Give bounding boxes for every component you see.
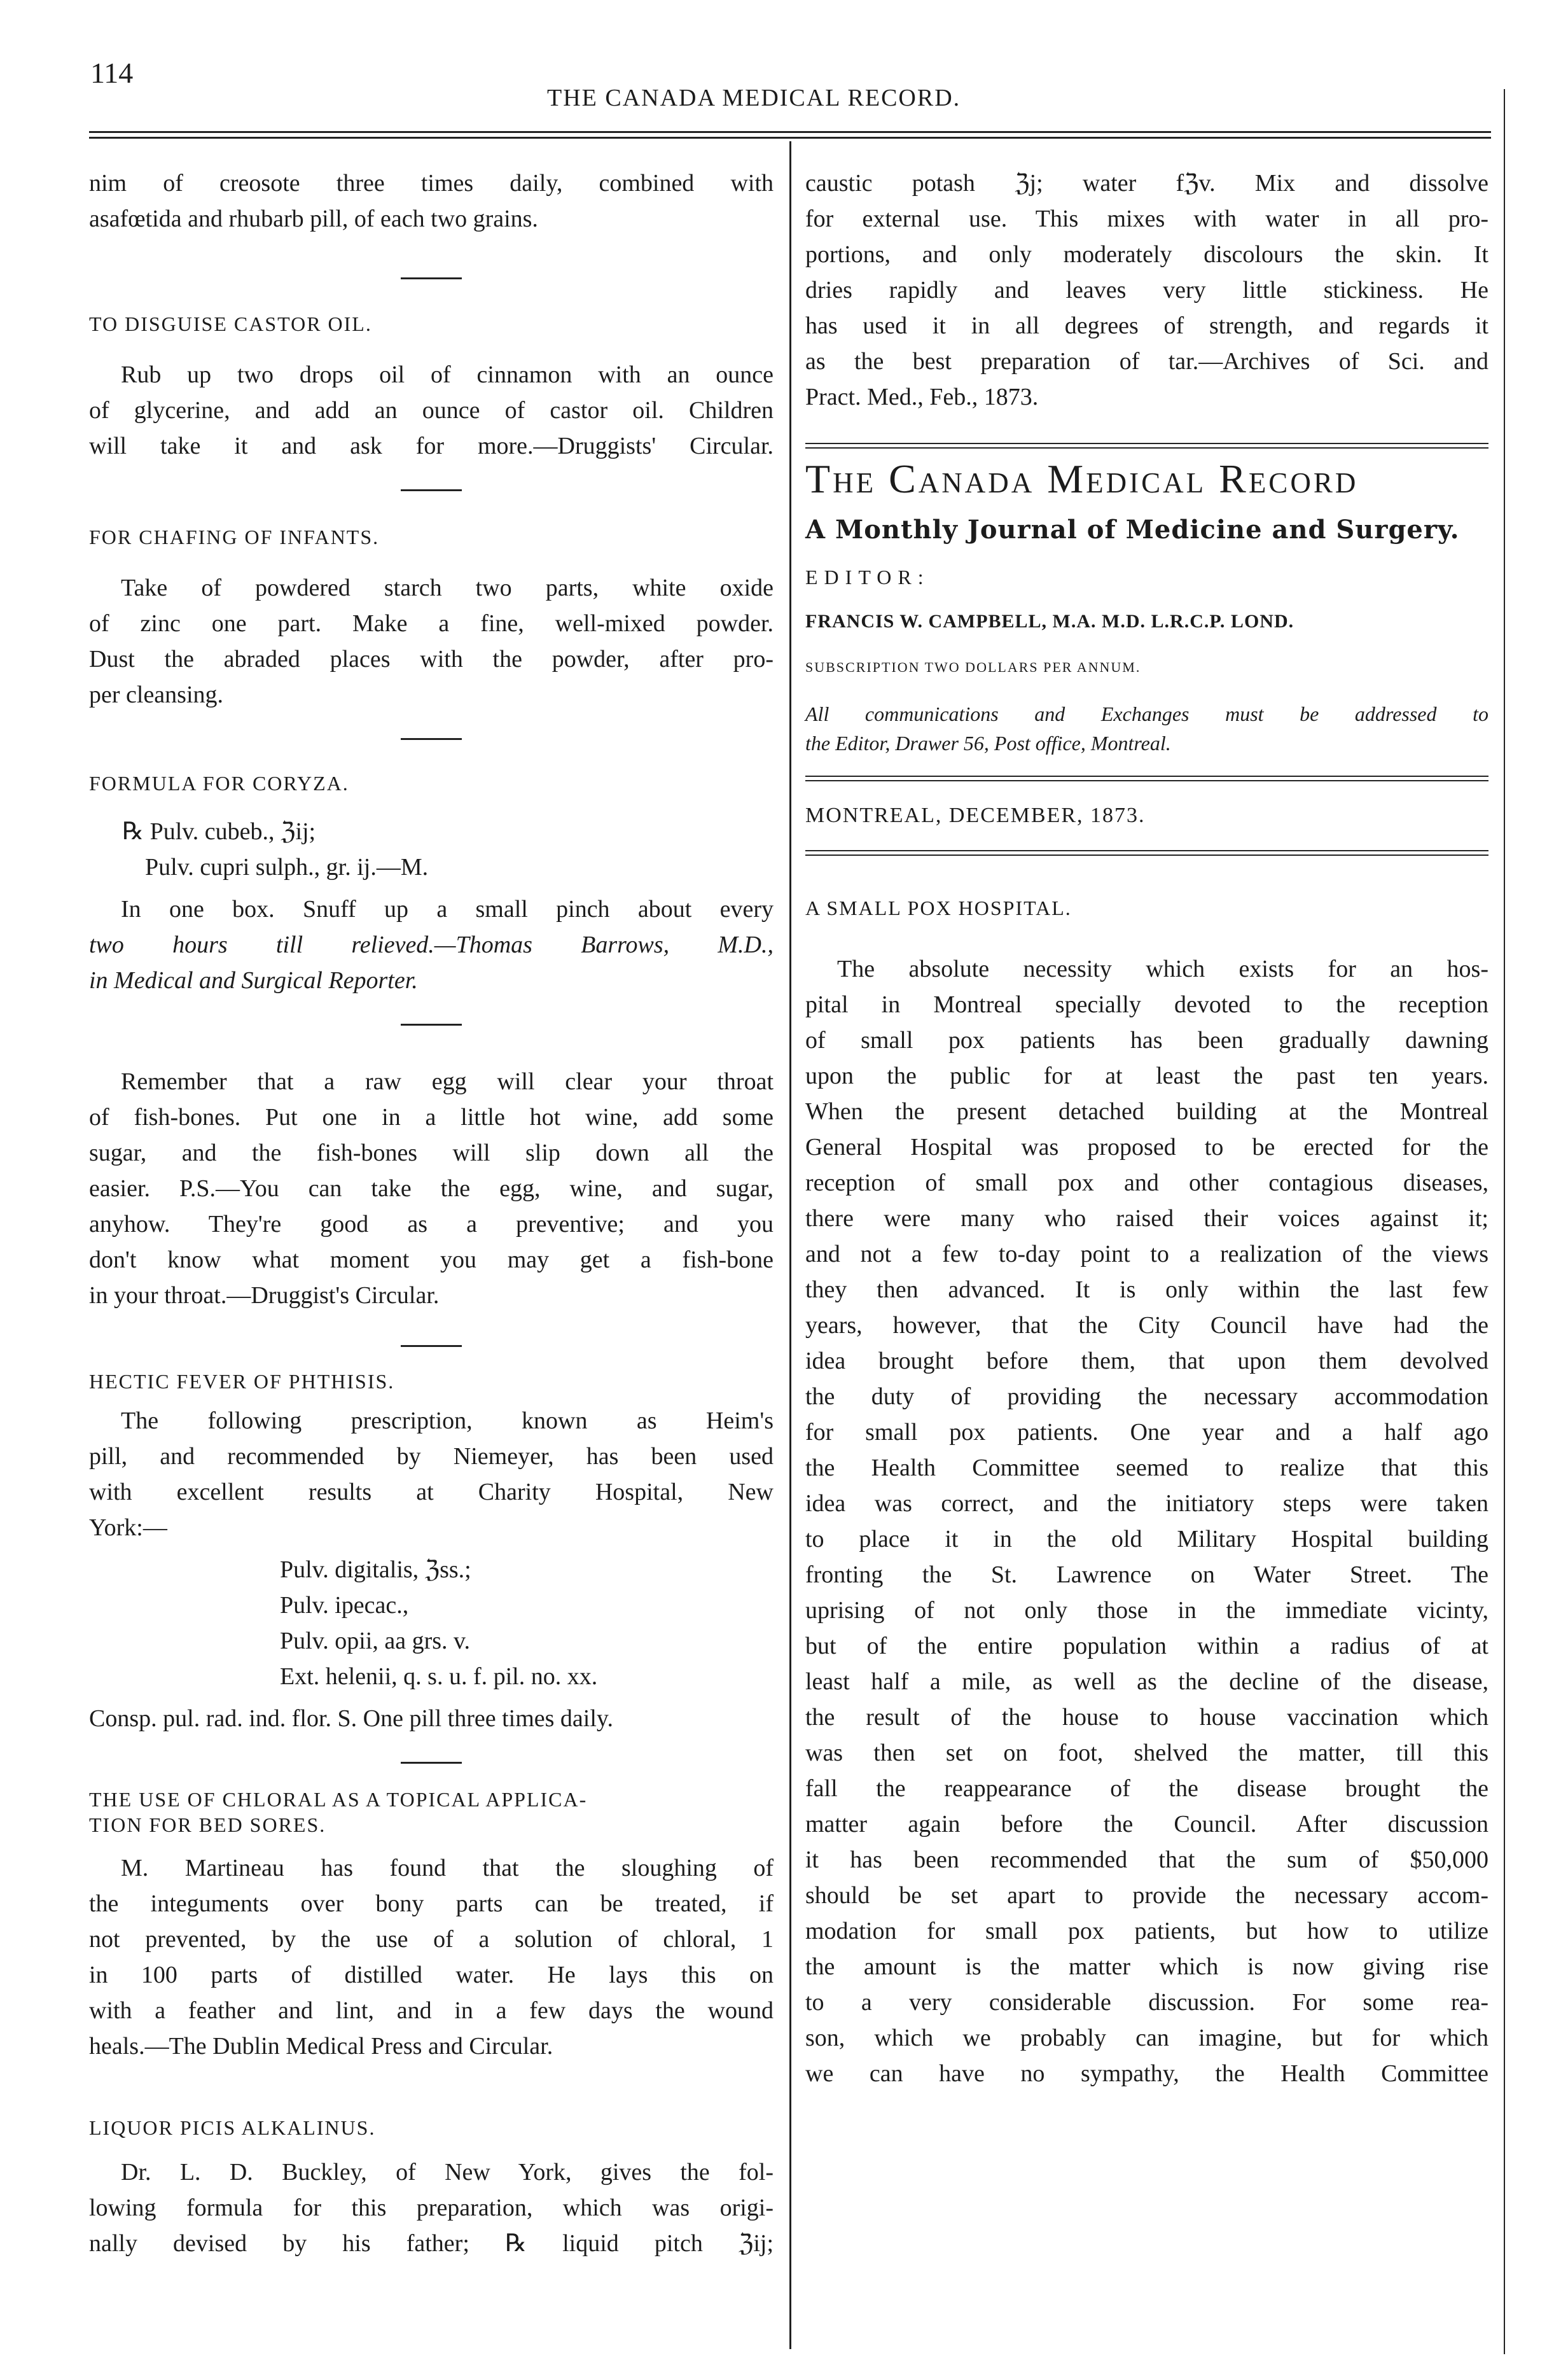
article-line: matter again before the Council. After discussion — [805, 1811, 1488, 1838]
section-heading-liquor-picis: LIQUOR PICIS ALKALINUS. — [89, 2116, 376, 2139]
text-line: heals.—The Dublin Medical Press and Circular. — [89, 2033, 553, 2060]
article-line: pital in Montreal specially devoted to the reception — [805, 991, 1488, 1018]
text-line: portions, and only moderately discolours the skin. It — [805, 241, 1488, 268]
page-edge-line — [1504, 89, 1505, 2354]
article-line: uprising of not only those in the immediate vicinty, — [805, 1597, 1488, 1624]
text-line: easier. P.S.—You can take the egg, wine, and sugar, — [89, 1175, 774, 1202]
left-column — [89, 165, 774, 2261]
article-line: idea was correct, and the initiatory steps were taken — [805, 1490, 1488, 1517]
text-line: not prevented, by the use of a solution of chloral, 1 — [89, 1926, 774, 1953]
article-line: and not a few to-day point to a realization of the views — [805, 1241, 1488, 1267]
prescription-line: Ext. helenii, q. s. u. f. pil. no. xx. — [280, 1663, 598, 1690]
masthead-editor-name: FRANCIS W. CAMPBELL, M.A. M.D. L.R.C.P. LOND. — [805, 611, 1294, 632]
article-line: least half a mile, as well as the decline of the disease, — [805, 1668, 1488, 1695]
article-line: for small pox patients. One year and a half ago — [805, 1419, 1488, 1446]
prescription-line: Pulv. cupri sulph., gr. ij.—M. — [145, 854, 429, 881]
article-line: When the present detached building at the Montreal — [805, 1098, 1488, 1125]
article-line: the Health Committee seemed to realize that this — [805, 1455, 1488, 1481]
page-number: 114 — [90, 57, 134, 89]
text-line: dries rapidly and leaves very little stickiness. He — [805, 277, 1488, 303]
text-line: sugar, and the fish-bones will slip down all the — [89, 1140, 774, 1166]
article-line: to place it in the old Military Hospital building — [805, 1526, 1488, 1552]
article-line: of small pox patients has been gradually dawning — [805, 1027, 1488, 1054]
article-line: fronting the St. Lawrence on Water Street. The — [805, 1561, 1488, 1588]
text-line: caustic potash ℨj; water fℨv. Mix and dissolve — [805, 170, 1488, 197]
article-line: fall the reappearance of the disease brought the — [805, 1775, 1488, 1802]
text-line: lowing formula for this preparation, which was origi- — [89, 2194, 774, 2221]
text-line: M. Martineau has found that the sloughing of — [121, 1855, 774, 1881]
text-line: Take of powdered starch two parts, white oxide — [121, 575, 774, 601]
text-line: with excellent results at Charity Hospital, New — [89, 1479, 774, 1505]
masthead-rule-top — [805, 443, 1488, 449]
article-line: modation for small pox patients, but how to utilize — [805, 1918, 1488, 1944]
text-line: will take it and ask for more.—Druggists' Circular. — [89, 433, 774, 459]
dateline-rule-bottom — [805, 850, 1488, 856]
article-line: it has been recommended that the sum of $50,000 — [805, 1846, 1488, 1873]
text-line: in your throat.—Druggist's Circular. — [89, 1282, 440, 1309]
article-line: the result of the house to house vaccination which — [805, 1704, 1488, 1731]
prescription-line: ℞ Pulv. cubeb., ℨij; — [122, 818, 316, 845]
text-line: two hours till relieved.—Thomas Barrows, M.D., — [89, 931, 774, 958]
text-line: in Medical and Surgical Reporter. — [89, 967, 418, 994]
header-rule-bottom — [89, 137, 1491, 139]
text-line: Pract. Med., Feb., 1873. — [805, 384, 1039, 410]
article-line: they then advanced. It is only within the last few — [805, 1276, 1488, 1303]
article-line: there were many who raised their voices against it; — [805, 1205, 1488, 1232]
article-line: The absolute necessity which exists for an hos- — [837, 956, 1488, 982]
text-line: don't know what moment you may get a fish-bone — [89, 1246, 774, 1273]
article-line: General Hospital was proposed to be erected for the — [805, 1134, 1488, 1161]
article-line: should be set apart to provide the necessary accom- — [805, 1882, 1488, 1909]
text-line: of zinc one part. Make a fine, well-mixed powder. — [89, 610, 774, 637]
prescription-line: Pulv. digitalis, ℨss.; — [280, 1556, 471, 1583]
masthead-subscription: SUBSCRIPTION TWO DOLLARS PER ANNUM. — [805, 659, 1141, 675]
text-line: has used it in all degrees of strength, and regards it — [805, 312, 1488, 339]
running-title: THE CANADA MEDICAL RECORD. — [547, 85, 961, 111]
text-line: as the best preparation of tar.—Archives of Sci. and — [805, 348, 1488, 375]
text-line: Remember that a raw egg will clear your throat — [121, 1068, 774, 1095]
text-line: per cleansing. — [89, 681, 224, 708]
article-heading: A SMALL POX HOSPITAL. — [805, 896, 1072, 919]
text-line: Dr. L. D. Buckley, of New York, gives the fol- — [121, 2159, 774, 2186]
text-line: York:— — [89, 1514, 167, 1541]
dateline: MONTREAL, DECEMBER, 1873. — [805, 804, 1146, 827]
dateline-rule-top — [805, 776, 1488, 781]
article-line: we can have no sympathy, the Health Committee — [805, 2060, 1488, 2087]
text-line: of glycerine, and add an ounce of castor oil. Children — [89, 397, 774, 424]
section-heading-chafing: FOR CHAFING OF INFANTS. — [89, 526, 380, 548]
article-line: son, which we probably can imagine, but for which — [805, 2025, 1488, 2051]
text-line: In one box. Snuff up a small pinch about every — [121, 896, 774, 923]
text-line: of fish-bones. Put one in a little hot wine, add some — [89, 1104, 774, 1131]
text-line: asafœtida and rhubarb pill, of each two grains. — [89, 206, 538, 232]
article-line: upon the public for at least the past ten years. — [805, 1063, 1488, 1089]
text-line: The following prescription, known as Heim's — [121, 1407, 774, 1434]
article-line: reception of small pox and other contagious diseases, — [805, 1169, 1488, 1196]
masthead-editor-label: EDITOR: — [805, 566, 930, 589]
masthead-notice-line: the Editor, Drawer 56, Post office, Montreal. — [805, 732, 1171, 755]
text-line: Consp. pul. rad. ind. flor. S. One pill three times daily. — [89, 1705, 613, 1732]
article-line: the duty of providing the necessary accommodation — [805, 1383, 1488, 1410]
right-column — [805, 165, 1488, 2091]
column-divider — [789, 141, 791, 2349]
text-line: in 100 parts of distilled water. He lays this on — [89, 1962, 774, 1988]
text-line: the integuments over bony parts can be treated, if — [89, 1890, 774, 1917]
article-line: the amount is the matter which is now giving rise — [805, 1953, 1488, 1980]
section-heading-coryza: FORMULA FOR CORYZA. — [89, 772, 349, 795]
section-heading-chloral-cont: TION FOR BED SORES. — [89, 1813, 326, 1836]
article-line: years, however, that the City Council have had the — [805, 1312, 1488, 1339]
header-rule-top — [89, 131, 1491, 133]
text-line: for external use. This mixes with water in all pro- — [805, 206, 1488, 232]
article-line: idea brought before them, that upon them devolved — [805, 1348, 1488, 1374]
text-line: nim of creosote three times daily, combined with — [89, 170, 774, 197]
text-line: pill, and recommended by Niemeyer, has been used — [89, 1443, 774, 1470]
masthead-subtitle: A Monthly Journal of Medicine and Surgery. — [805, 515, 1460, 545]
masthead-notice-line: All communications and Exchanges must be addressed to — [805, 702, 1488, 725]
text-line: nally devised by his father; ℞ liquid pitch ℨij; — [89, 2230, 774, 2257]
prescription-line: Pulv. opii, aa grs. v. — [280, 1628, 471, 1654]
article-line: was then set on foot, shelved the matter, till this — [805, 1740, 1488, 1766]
text-line: Dust the abraded places with the powder, after pro- — [89, 646, 774, 673]
text-line: with a feather and lint, and in a few days the wound — [89, 1997, 774, 2024]
article-line: but of the entire population within a radius of at — [805, 1633, 1488, 1659]
text-line: anyhow. They're good as a preventive; and you — [89, 1211, 774, 1238]
text-line: Rub up two drops oil of cinnamon with an ounce — [121, 361, 774, 388]
prescription-line: Pulv. ipecac., — [280, 1592, 409, 1619]
masthead-title: The Canada Medical Record — [805, 456, 1359, 501]
article-line: to a very considerable discussion. For some rea- — [805, 1989, 1488, 2016]
section-heading-chloral: THE USE OF CHLORAL AS A TOPICAL APPLICA- — [89, 1788, 588, 1811]
section-heading-hectic-fever: HECTIC FEVER OF PHTHISIS. — [89, 1370, 395, 1393]
section-heading-castor-oil: TO DISGUISE CASTOR OIL. — [89, 312, 372, 335]
